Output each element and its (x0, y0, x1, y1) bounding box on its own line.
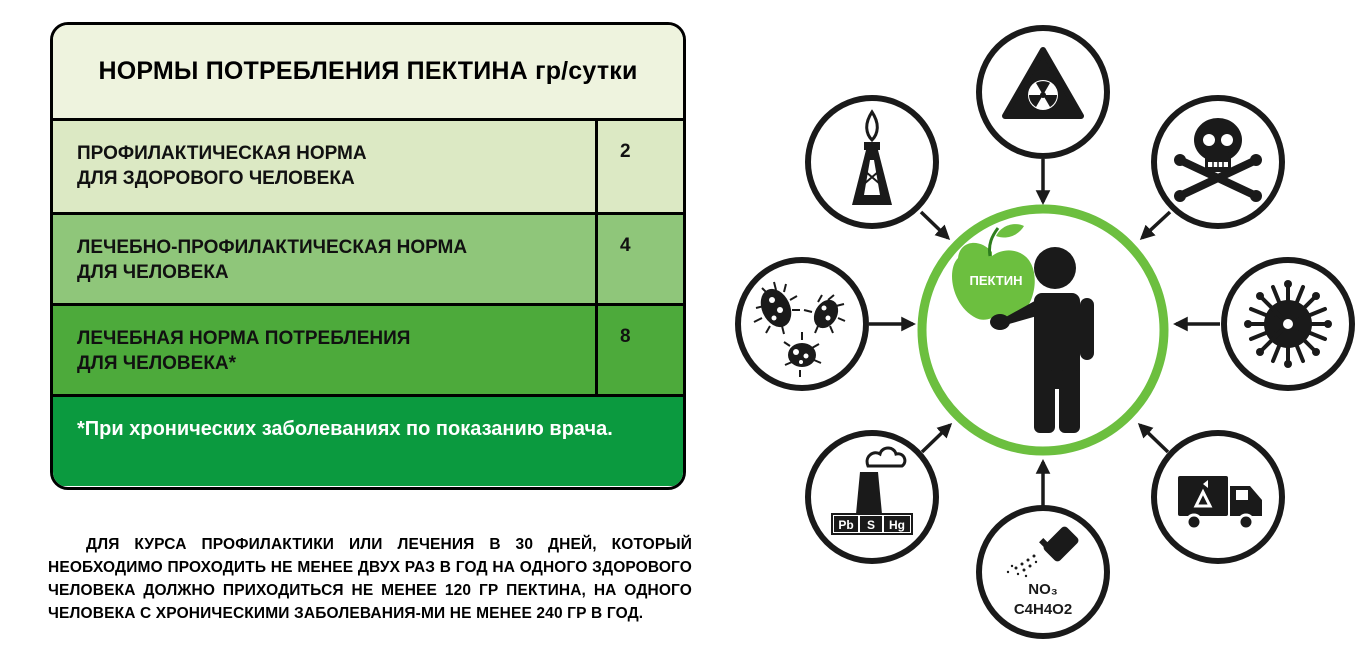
row-value: 2 (620, 141, 631, 162)
virus-icon (1244, 280, 1332, 368)
arrow-bottom-right (1140, 425, 1168, 452)
metal-s: S (866, 518, 876, 532)
table-footnote: *При хронических заболеваниях по показанию врача. (53, 397, 683, 486)
formula-c4h4o2: C4H4O2 (1013, 601, 1073, 618)
arrow-top-right (1142, 212, 1170, 238)
row-label: ЛЕЧЕБНАЯ НОРМА ПОТРЕБЛЕНИЯ ДЛЯ ЧЕЛОВЕКА* (53, 306, 598, 394)
row-label: ЛЕЧЕБНО-ПРОФИЛАКТИЧЕСКАЯ НОРМА ДЛЯ ЧЕЛОВЕКА (53, 215, 598, 303)
arrow-bottom-left (922, 425, 950, 452)
table-title: НОРМЫ ПОТРЕБЛЕНИЯ ПЕКТИНА гр/сутки (53, 25, 683, 121)
row-label: ПРОФИЛАКТИЧЕСКАЯ НОРМА ДЛЯ ЗДОРОВОГО ЧЕЛОВЕКА (53, 121, 598, 212)
formula-no3: NO₃ (1028, 581, 1058, 598)
row-value: 4 (620, 235, 631, 256)
row-value: 8 (620, 326, 631, 347)
course-description-paragraph: ДЛЯ КУРСА ПРОФИЛАКТИКИ ИЛИ ЛЕЧЕНИЯ В 30 ДНЕЙ, КОТОРЫЙ НЕОБХОДИМО ПРОХОДИТЬ НЕ МЕНЕЕ ДВУХ РАЗ В ГОД НА ОДНОГО ЗДОРОВОГО ЧЕЛОВЕКА ДОЛЖНО ПРИХОДИТЬСЯ НЕ МЕНЕЕ 120 ГР ПЕКТИНА, НА ОДНОГО ЧЕЛОВЕКА С ХРОНИЧЕСКИМИ ЗАБОЛЕВАНИЯ-МИ НЕ МЕНЕЕ 240 ГР В ГОД. (48, 536, 692, 622)
metal-hg: Hg (889, 518, 905, 532)
arrow-top-left (921, 212, 948, 238)
center-label: ПЕКТИН (969, 273, 1023, 288)
outer-circle-left (738, 260, 866, 388)
center-circle (922, 209, 1164, 451)
metal-pb: Pb (838, 518, 854, 532)
